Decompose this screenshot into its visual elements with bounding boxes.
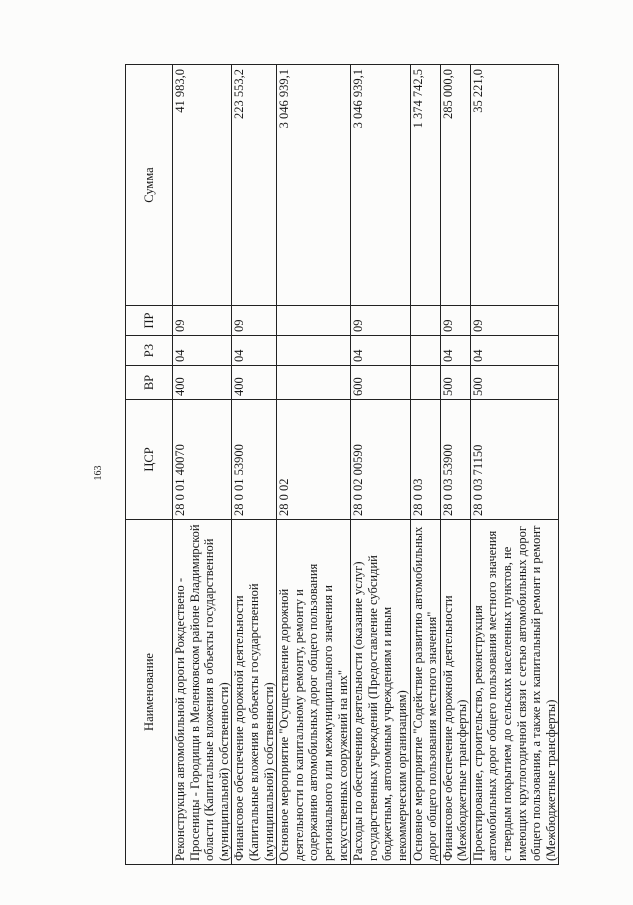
cell-name: Реконструкция автомобильной дороги Рождествено - Просеницы - Городищи в Меленковском районе Владимирской области (Капитальные вложения в объекты государственной (муниципальной) собственности) <box>173 520 232 865</box>
cell-rz: 04 <box>440 336 470 366</box>
cell-csr: 28 0 02 00590 <box>351 400 410 520</box>
cell-sum: 41 983,0 <box>173 65 232 306</box>
cell-pr <box>277 306 351 336</box>
header-name: Наименование <box>126 520 173 865</box>
cell-sum: 35 221,0 <box>470 65 559 306</box>
header-vr: ВР <box>126 366 173 400</box>
cell-csr: 28 0 03 <box>410 400 440 520</box>
cell-csr: 28 0 01 40070 <box>173 400 232 520</box>
header-csr: ЦСР <box>126 400 173 520</box>
cell-csr: 28 0 01 53900 <box>232 400 277 520</box>
cell-sum: 3 046 939,1 <box>277 65 351 306</box>
table-row <box>440 65 470 865</box>
rotated-table-container <box>93 65 558 865</box>
cell-vr: 600 <box>351 366 410 400</box>
cell-rz: 04 <box>351 336 410 366</box>
header-pr: ПР <box>126 306 173 336</box>
cell-pr: 09 <box>232 306 277 336</box>
cell-rz: 04 <box>470 336 559 366</box>
table-header-row <box>126 65 173 865</box>
cell-vr <box>277 366 351 400</box>
table-row <box>277 65 351 865</box>
cell-vr: 400 <box>232 366 277 400</box>
cell-sum: 1 374 742,5 <box>410 65 440 306</box>
cell-vr: 500 <box>470 366 559 400</box>
cell-pr: 09 <box>173 306 232 336</box>
cell-csr: 28 0 03 71150 <box>470 400 559 520</box>
cell-rz <box>410 336 440 366</box>
header-sum: Сумма <box>126 65 173 306</box>
cell-name: Основное мероприятие "Содействие развитию автомобильных дорог общего пользования местного значения" <box>410 520 440 865</box>
table-row <box>470 65 559 865</box>
cell-csr: 28 0 03 53900 <box>440 400 470 520</box>
budget-table <box>125 64 559 865</box>
table-row <box>351 65 410 865</box>
page-number: 163 <box>93 465 104 481</box>
cell-sum: 285 000,0 <box>440 65 470 306</box>
table-row <box>410 65 440 865</box>
table-row <box>232 65 277 865</box>
cell-rz: 04 <box>173 336 232 366</box>
header-rz: РЗ <box>126 336 173 366</box>
cell-vr <box>410 366 440 400</box>
cell-name: Основное мероприятие "Осуществление дорожной деятельности по капитальному ремонту, ремонту и содержанию автомобильных дорог общего пользования регионального или межмуниципального значения и искусственных сооружений на них" <box>277 520 351 865</box>
cell-rz: 04 <box>232 336 277 366</box>
cell-name: Проектирование, строительство, реконструкция автомобильных дорог общего пользования местного значения с твердым покрытием до сельских населенных пунктов, не имеющих круглогодичной связи с сетью автомобильных дорог общего пользования, а также их капитальный ремонт и ремонт (Межбюджетные трансферты) <box>470 520 559 865</box>
table-row <box>173 65 232 865</box>
cell-sum: 223 553,2 <box>232 65 277 306</box>
cell-vr: 500 <box>440 366 470 400</box>
cell-rz <box>277 336 351 366</box>
cell-csr: 28 0 02 <box>277 400 351 520</box>
cell-pr: 09 <box>440 306 470 336</box>
cell-pr <box>410 306 440 336</box>
cell-pr: 09 <box>351 306 410 336</box>
cell-name: Расходы по обеспечению деятельности (оказание услуг) государственных учреждений (Предоставление субсидий бюджетным, автономным учреждениям и иным некоммерческим организациям) <box>351 520 410 865</box>
cell-vr: 400 <box>173 366 232 400</box>
cell-sum: 3 046 939,1 <box>351 65 410 306</box>
cell-name: Финансовое обеспечение дорожной деятельности (Капитальные вложения в объекты государственной (муниципальной) собственности) <box>232 520 277 865</box>
cell-pr: 09 <box>470 306 559 336</box>
cell-name: Финансовое обеспечение дорожной деятельности (Межбюджетные трансферты) <box>440 520 470 865</box>
